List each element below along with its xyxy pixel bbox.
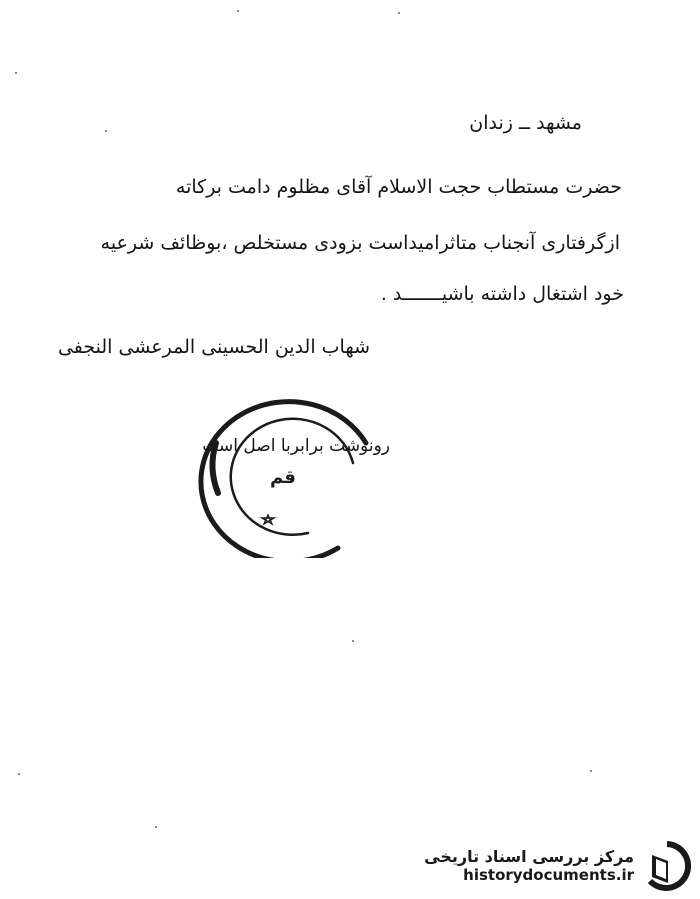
- archive-watermark: [424, 841, 692, 891]
- scan-speck: [398, 12, 400, 14]
- scan-speck: [15, 72, 17, 74]
- stamp-center-text: قم: [270, 467, 296, 488]
- scan-speck: [237, 10, 239, 12]
- scan-speck: [105, 130, 107, 132]
- document-address: حضرت مستطاب حجت الاسلام آقای مظلوم دامت برکاته: [175, 176, 622, 198]
- scan-speck: [18, 773, 20, 775]
- scan-speck: [590, 770, 592, 772]
- official-stamp: [188, 383, 378, 558]
- document-body-line-2: خود اشتغال داشته باشیـــــــد .: [380, 283, 624, 305]
- archive-logo-icon: [642, 841, 692, 891]
- document-heading: مشهد ــ زندان: [469, 112, 582, 134]
- stamp-upper-text: [188, 383, 199, 388]
- document-body-line-1: ازگرفتاری آنجناب متاثرامیداست بزودی مستخلص ،بوظائف شرعیه: [100, 232, 620, 254]
- document-signature: شهاب الدین الحسینی المرعشی النجفی: [57, 336, 370, 358]
- svg-text:اطلاعات وامنیت: [188, 383, 199, 388]
- watermark-url: historydocuments.ir: [463, 865, 634, 884]
- copy-certification-note: رونوشت برابربا اصل است: [202, 436, 390, 456]
- scan-speck: [155, 826, 157, 828]
- scan-speck: [352, 640, 354, 642]
- watermark-title: مرکز بررسی اسناد تاریخی: [424, 847, 634, 867]
- star-icon: [262, 515, 274, 524]
